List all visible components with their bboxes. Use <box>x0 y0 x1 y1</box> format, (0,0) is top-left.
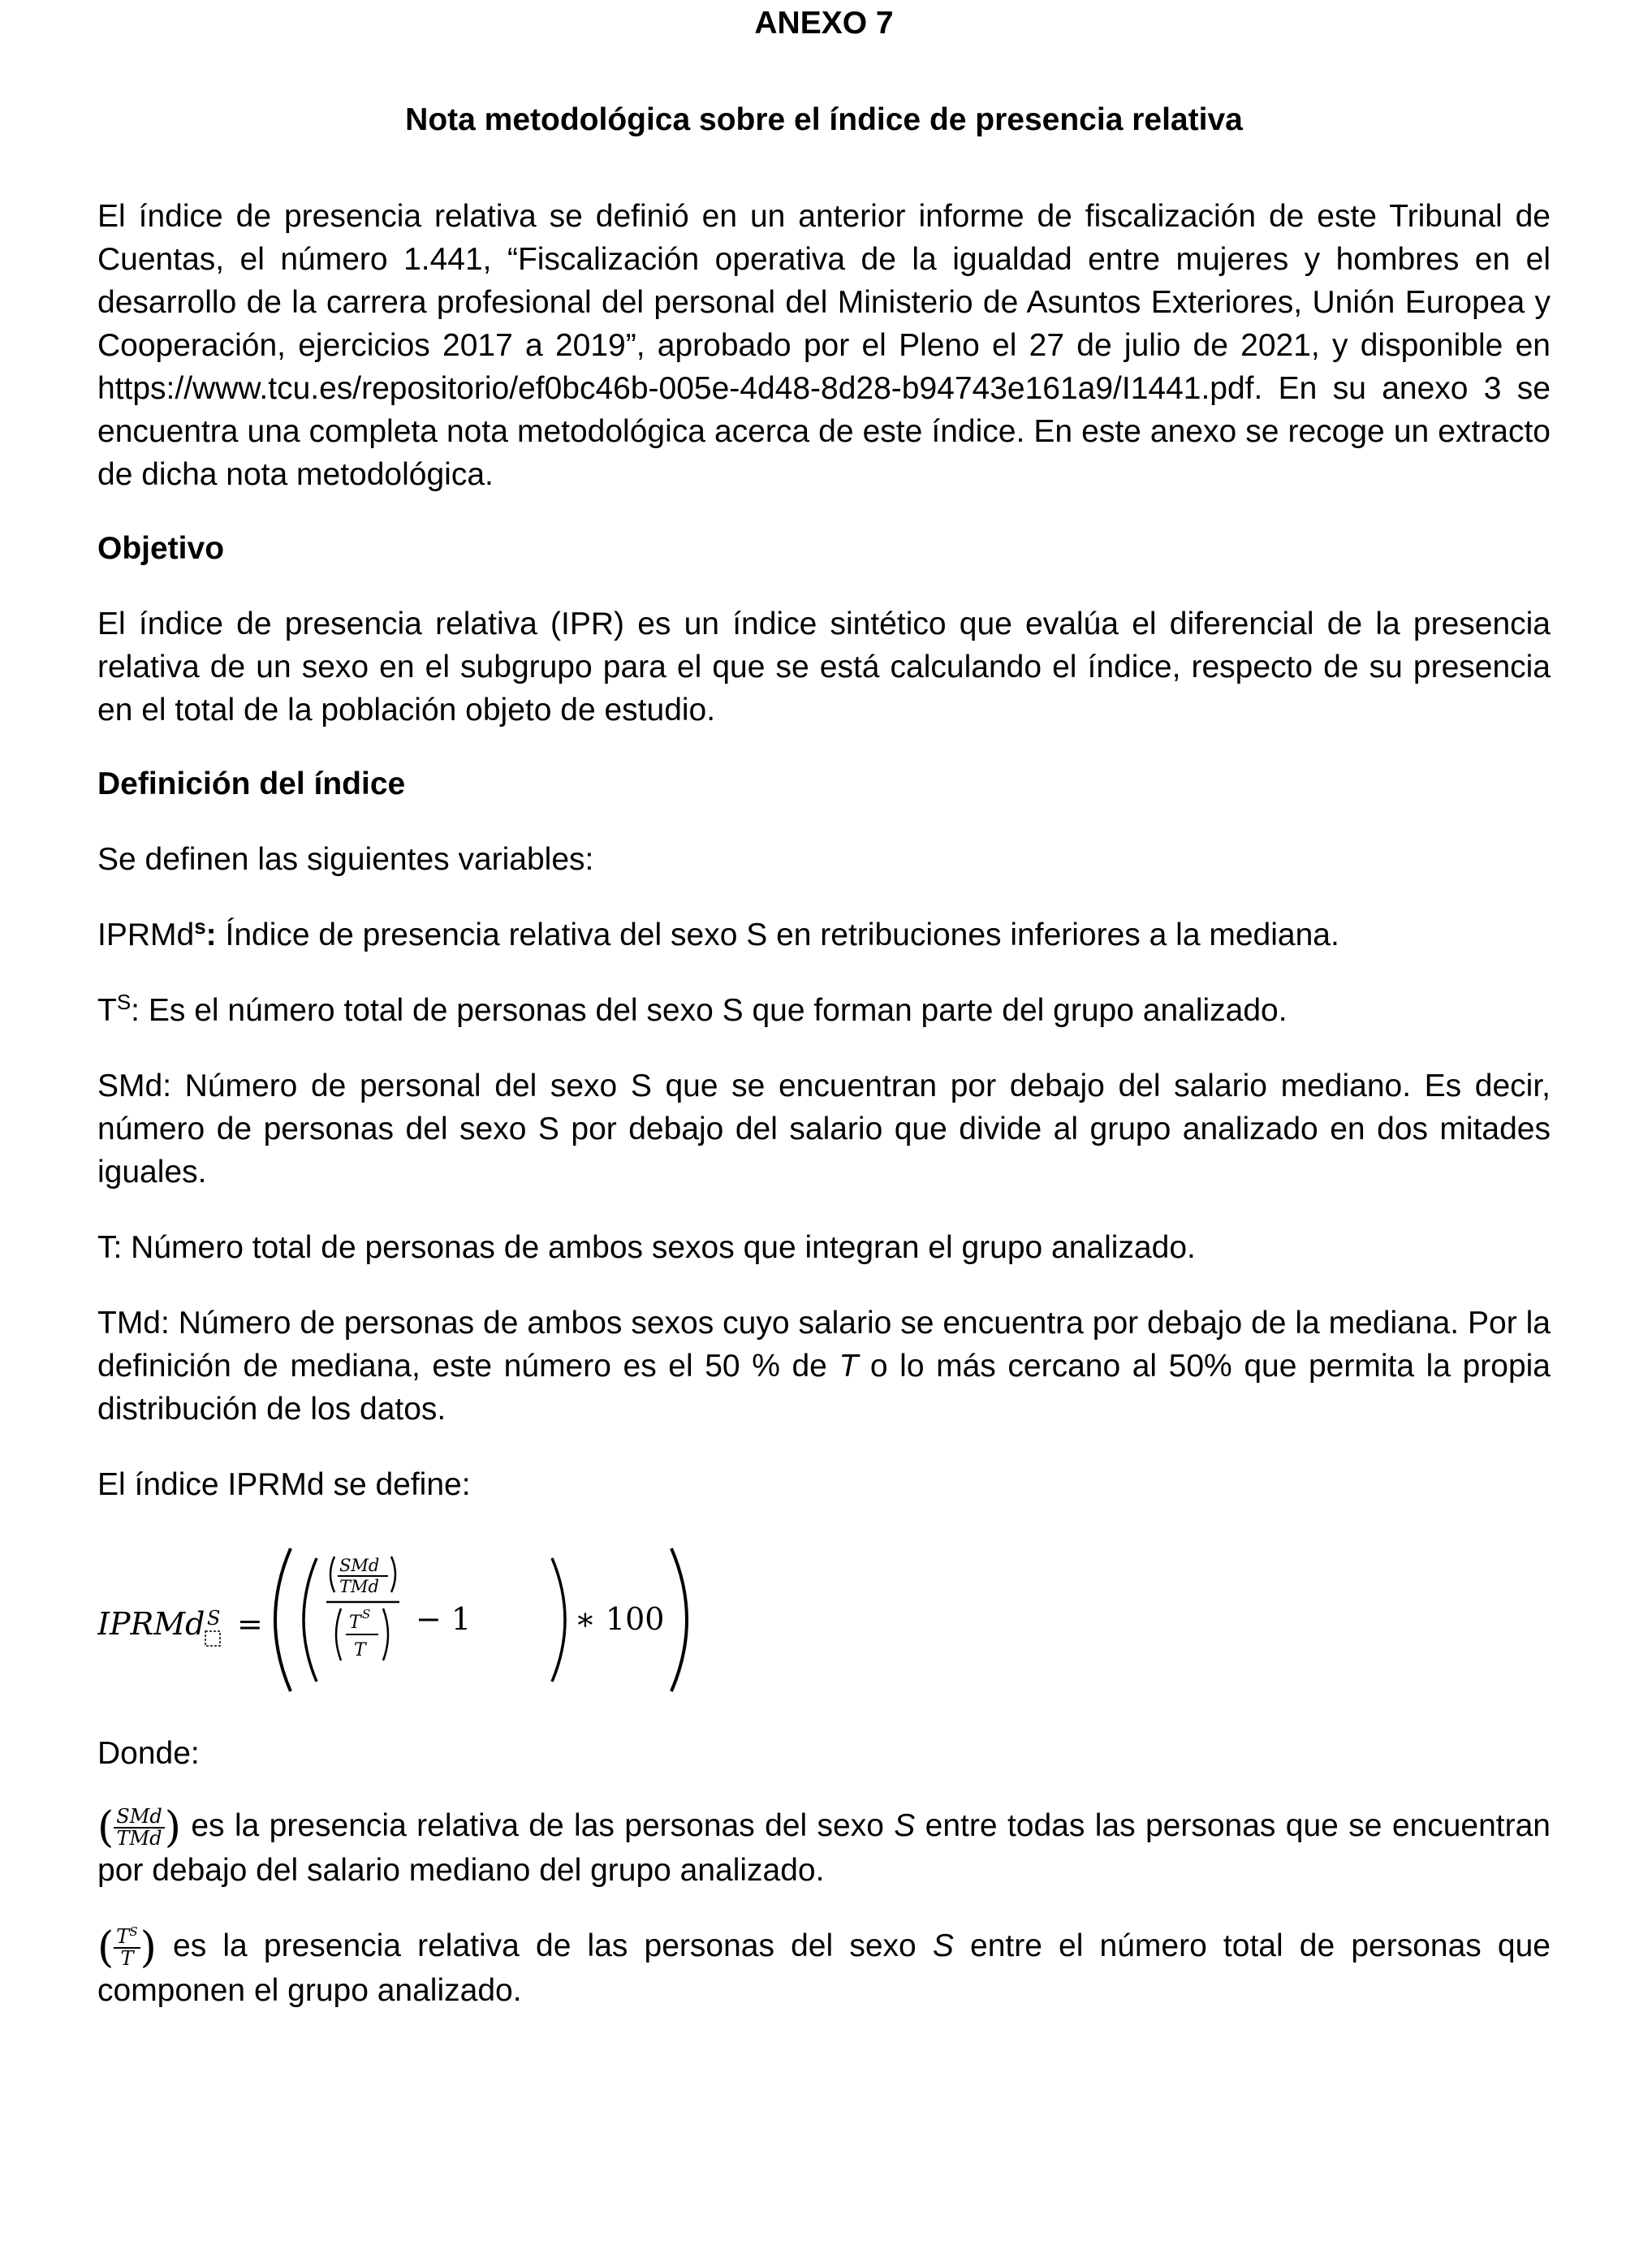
document-page <box>97 0 1551 2012</box>
outer-left-paren <box>275 1548 291 1691</box>
where-label: Donde: <box>97 1736 200 1771</box>
variable-iprmd: IPRMd$^s$: Índice de presencia relativa del sexo S en retribuciones inferiores a la mediana. <box>97 914 1339 952</box>
annex-number: ANEXO 7 <box>754 6 894 41</box>
variable-tmd: TMd: Número de personas de ambos sexos cuyo salario se encuentra por debajo de la mediana. Por la definición de mediana, este número es el 50 % de T o lo más cercano al 50% que permita la propia distribución de los datos. <box>97 1306 1551 1427</box>
ts-t-fraction: ( $\frac{T^S}{T}$ ) <box>97 1923 157 1972</box>
where-item-2: ( $\frac{T^S}{T}$ ) es la presencia relativa de las personas del sexo S entre el número total de personas que componen el grupo analizado. <box>97 1923 1551 2009</box>
definition-lead: Se definen las siguientes variables: <box>97 842 594 877</box>
outer-right-paren <box>671 1548 687 1691</box>
formula-ts: T <box>349 1613 361 1633</box>
intro-paragraph: El índice de presencia relativa se definió en un anterior informe de fiscalización de este Tribunal de Cuentas, el número 1.441, “Fiscalización operativa de la igualdad entre mujeres y hombres en el desarrollo de la carrera profesional del personal del Ministerio de Asuntos Exteriores, Unión Europea y Cooperación, ejercicios 2017 a 2019”, aprobado por el Pleno el 27 de julio de 2021, y disponible en https://www.tcu.es/repositorio/ef0bc46b-005e-4d48-8d28-b94743e161a9/I1441.pdf. En su anexo 3 se encuentra una completa nota metodológica acerca de este índice. En este anexo se recoge un extracto de dicha nota metodológica. <box>97 199 1551 492</box>
formula-lhs-sup: S <box>207 1607 221 1630</box>
objective-paragraph: El índice de presencia relativa (IPR) es un índice sintético que evalúa el diferencial de la presencia relativa de un sexo en el subgrupo para el que se está calculando el índice, respecto de su presencia en el total de la población objeto de estudio. <box>97 607 1551 728</box>
formula-smd: SMd <box>339 1556 380 1575</box>
smd-tmd-fraction: ( $\frac{\text{SMd}}{\text{TMd}}$ ) <box>97 1803 181 1852</box>
formula-t: T <box>354 1640 366 1660</box>
variable-ts: $T^S$: Es el número total de personas del sexo S que forman parte del grupo analizado. <box>97 990 1288 1028</box>
formula-equals: = <box>237 1606 263 1642</box>
iprmd-formula <box>97 1539 1551 1709</box>
inner-right-paren <box>552 1558 565 1682</box>
formula-lead: El índice IPRMd se define: <box>97 1467 471 1502</box>
objective-heading: Objetivo <box>97 531 225 566</box>
formula-lhs: IPRMd <box>97 1606 205 1642</box>
formula-minus-one: − 1 <box>416 1601 472 1637</box>
formula-times-100: ∗ 100 <box>575 1601 665 1637</box>
page-title: Nota metodológica sobre el índice de presencia relativa <box>405 102 1243 137</box>
variable-t: T: Número total de personas de ambos sexos que integran el grupo analizado. <box>97 1230 1196 1265</box>
inner-left-paren <box>304 1558 317 1682</box>
formula-ts-sup: S <box>362 1607 371 1621</box>
formula-graphic <box>97 1539 714 1709</box>
where-item-1: ( $\frac{\text{SMd}}{\text{TMd}}$ ) es la presencia relativa de las personas del sexo S entre todas las personas que se encuentran por debajo del salario mediano del grupo analizado. <box>97 1803 1551 1888</box>
definition-heading: Definición del índice <box>97 766 406 801</box>
variable-smd: SMd: Número de personal del sexo S que se encuentran por debajo del salario mediano. Es decir, número de personas del sexo S por debajo del salario que divide al grupo analizado en dos mitades iguales. <box>97 1069 1551 1190</box>
formula-tmd: TMd <box>339 1577 379 1596</box>
placeholder-box <box>205 1631 220 1646</box>
